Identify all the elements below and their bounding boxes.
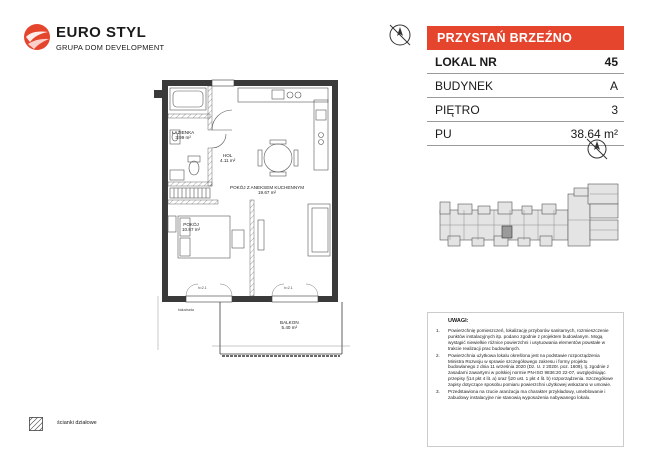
- brand-tagline: GRUPA DOM DEVELOPMENT: [56, 43, 165, 52]
- room-name: POKÓJ: [183, 222, 199, 227]
- window-height-label: h=2.1: [284, 286, 293, 290]
- north-arrow-icon: [387, 22, 413, 48]
- floor-plan: [150, 70, 360, 360]
- notes-title: UWAGI:: [448, 318, 469, 324]
- building-site-plan: [438, 180, 622, 260]
- room-area: 3.99 m²: [175, 135, 191, 141]
- info-row-floor: [427, 98, 624, 122]
- info-row-unit-number: [427, 50, 624, 74]
- note-item: [436, 389, 615, 401]
- hatch-pattern-icon: [29, 417, 43, 431]
- room-area: 4.11 m²: [220, 158, 236, 164]
- info-value: 38.64 m²: [570, 127, 618, 141]
- info-value: A: [609, 79, 618, 93]
- room-label-balkon: [280, 320, 299, 331]
- note-number: 2.: [436, 352, 440, 358]
- room-name: HOL: [222, 153, 233, 158]
- brand-logo: [22, 22, 165, 58]
- notes-box: [427, 312, 624, 447]
- room-name: ŁAZIENKA: [172, 130, 195, 135]
- balustrade-label: balustrada: [178, 308, 194, 312]
- window-height-label: h=2.1: [198, 286, 207, 290]
- north-arrow-icon: [585, 137, 609, 161]
- info-label: PIĘTRO: [435, 103, 480, 117]
- room-label-hol: [220, 153, 235, 164]
- room-area: 19.67 m²: [257, 190, 277, 196]
- note-text: Przedstawiona na rzucie aranżacja ma charakter przykładowy, umeblowanie i zabudowy instalacyjne nie stanowią wyposażenia nabywanego lokalu.: [448, 389, 606, 400]
- room-name: POKÓJ Z ANEKSEM KUCHENNYM: [230, 185, 305, 190]
- note-text: Powierzchnia użytkowa lokalu określona jest na podstawie rozporządzenia Ministra Rozwoju w sprawie szczegółowego zakresu i formy projektu budowlanego z dnia 11 września 2020 (Dz. U. z 2020r. poz. 1609), tj. zgodnie z zasadami zawartymi w polskiej normie PN-ISO 9836:20 22-07, uwzględniając przepisy §14 pkt 4 lit. a) oraz §20 ust. 1 pkt 4 lit. b) rozporządzenia. Szczegółowe zapisy dotyczące sposobu pomiaru powierzchni użytkowej wskazano w umowie.: [448, 352, 613, 388]
- info-label: BUDYNEK: [435, 79, 494, 93]
- apartment-info-panel: [427, 26, 624, 146]
- note-item: [436, 328, 615, 352]
- note-item: [436, 353, 615, 388]
- room-label-lazienka: [172, 130, 194, 141]
- room-area: 10.87 m²: [182, 227, 201, 233]
- floor-plan-drawing: [150, 70, 360, 360]
- info-value: 3: [611, 103, 618, 117]
- room-label-pokoj-aneks: [230, 185, 304, 196]
- info-value: 45: [604, 55, 618, 69]
- unit-location-highlight: [502, 226, 512, 238]
- info-label: LOKAL NR: [435, 55, 497, 69]
- legend-label: ścianki działowe: [57, 420, 97, 426]
- euro-styl-logo-icon: [22, 22, 52, 52]
- room-area: 5.40 m²: [281, 325, 298, 331]
- project-title: PRZYSTAŃ BRZEŹNO: [427, 26, 624, 50]
- room-label-pokoj: [182, 222, 200, 233]
- info-label: PU: [435, 127, 452, 141]
- info-row-building: [427, 74, 624, 98]
- note-number: 1.: [436, 328, 440, 333]
- note-text: Powierzchnię pomieszczeń, lokalizację przyborów sanitarnych, rozmieszczenie punktów instalacyjnych itp. podano zgodnie z projektem budowlanym. Mogą wystąpić niewielkie różnice powierzchni i usytuowania elementów powstałe w trakcie realizacji prac budowlanych.: [448, 328, 609, 351]
- room-name: BALKON: [280, 320, 299, 325]
- note-number: 3.: [436, 389, 440, 395]
- brand-name: EURO STYL: [56, 24, 147, 41]
